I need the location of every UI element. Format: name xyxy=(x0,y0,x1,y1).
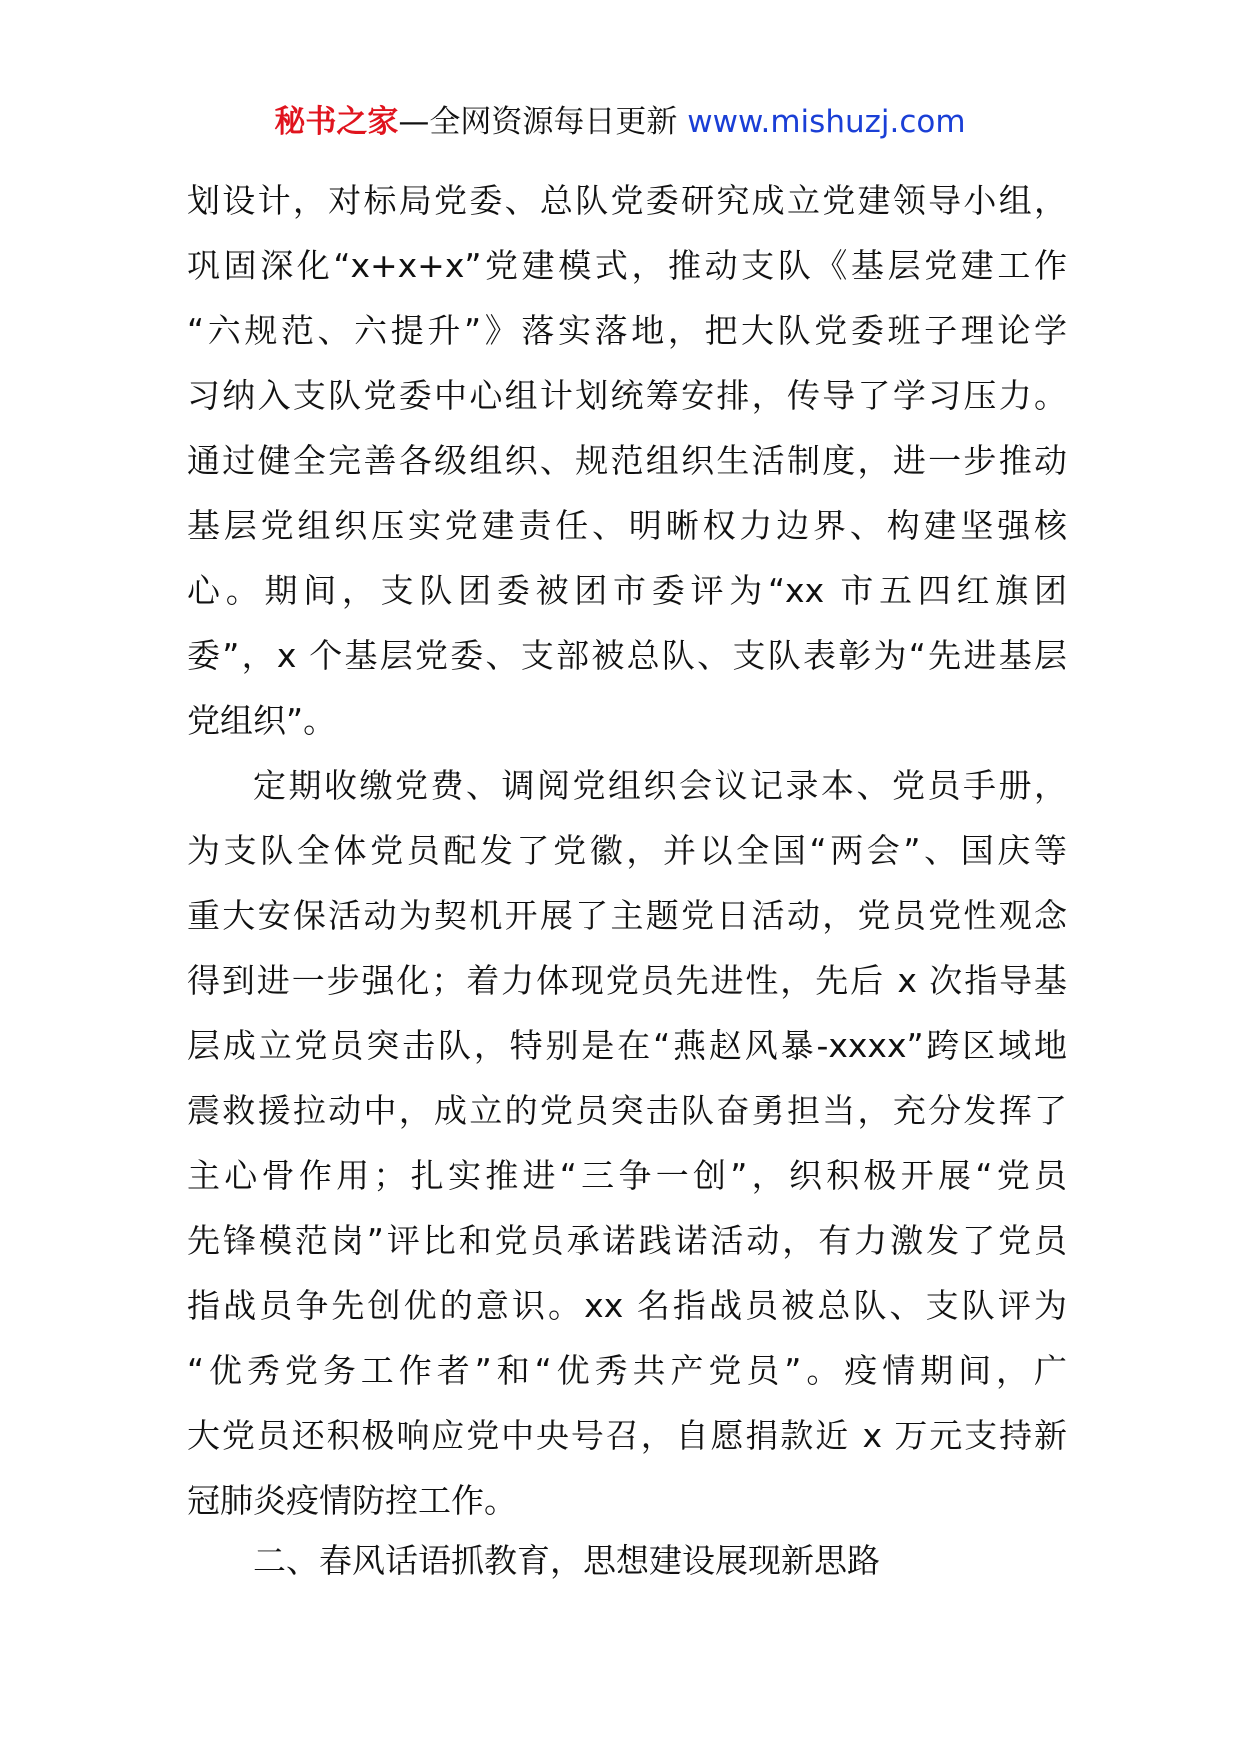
text-line: 冠肺炎疫情防控工作。 xyxy=(187,1481,517,1520)
text-line: 基层党组织压实党建责任、明晰权力边界、构建坚强核 xyxy=(187,506,1067,545)
text-line: 层成立党员突击队，特别是在“燕赵风暴-xxxx”跨区域地 xyxy=(187,1026,1067,1065)
text-line: “优秀党务工作者”和“优秀共产党员”。疫情期间，广 xyxy=(187,1351,1067,1390)
paragraph-2 xyxy=(187,753,1067,1533)
section-heading: 二、春风话语抓教育，思想建设展现新思路 xyxy=(253,1541,880,1580)
text-line: 得到进一步强化；着力体现党员先进性，先后 x 次指导基 xyxy=(187,961,1067,1000)
text-line: 党组织”。 xyxy=(187,701,337,740)
document-body xyxy=(187,168,1067,1533)
website-link[interactable]: www.mishuzj.com xyxy=(687,104,966,140)
paragraph-1 xyxy=(187,168,1067,753)
brand-name: 秘书之家 xyxy=(274,104,399,140)
text-line: 先锋模范岗”评比和党员承诺践诺活动，有力激发了党员 xyxy=(187,1221,1067,1260)
text-line: 委”，x 个基层党委、支部被总队、支队表彰为“先进基层 xyxy=(187,636,1067,675)
text-line: 震救援拉动中，成立的党员突击队奋勇担当，充分发挥了 xyxy=(187,1091,1067,1130)
text-line: 为支队全体党员配发了党徽，并以全国“两会”、国庆等 xyxy=(187,831,1067,870)
text-line: 巩固深化“x+x+x”党建模式，推动支队《基层党建工作 xyxy=(187,246,1067,285)
text-line: 定期收缴党费、调阅党组织会议记录本、党员手册， xyxy=(253,766,1067,805)
text-line: 大党员还积极响应党中央号召，自愿捐款近 x 万元支持新 xyxy=(187,1416,1067,1455)
text-line: 心。期间，支队团委被团市委评为“xx 市五四红旗团 xyxy=(187,571,1067,610)
text-line: 主心骨作用；扎实推进“三争一创”，织积极开展“党员 xyxy=(187,1156,1067,1195)
text-line: 习纳入支队党委中心组计划统筹安排，传导了学习压力。 xyxy=(187,376,1067,415)
page-header xyxy=(0,100,1240,144)
header-slogan: —全网资源每日更新 xyxy=(398,104,688,140)
text-line: 指战员争先创优的意识。xx 名指战员被总队、支队评为 xyxy=(187,1286,1067,1325)
text-line: 划设计，对标局党委、总队党委研究成立党建领导小组， xyxy=(187,181,1067,220)
text-line: “六规范、六提升”》落实落地，把大队党委班子理论学 xyxy=(187,311,1067,350)
text-line: 重大安保活动为契机开展了主题党日活动，党员党性观念 xyxy=(187,896,1067,935)
text-line: 通过健全完善各级组织、规范组织生活制度，进一步推动 xyxy=(187,441,1067,480)
